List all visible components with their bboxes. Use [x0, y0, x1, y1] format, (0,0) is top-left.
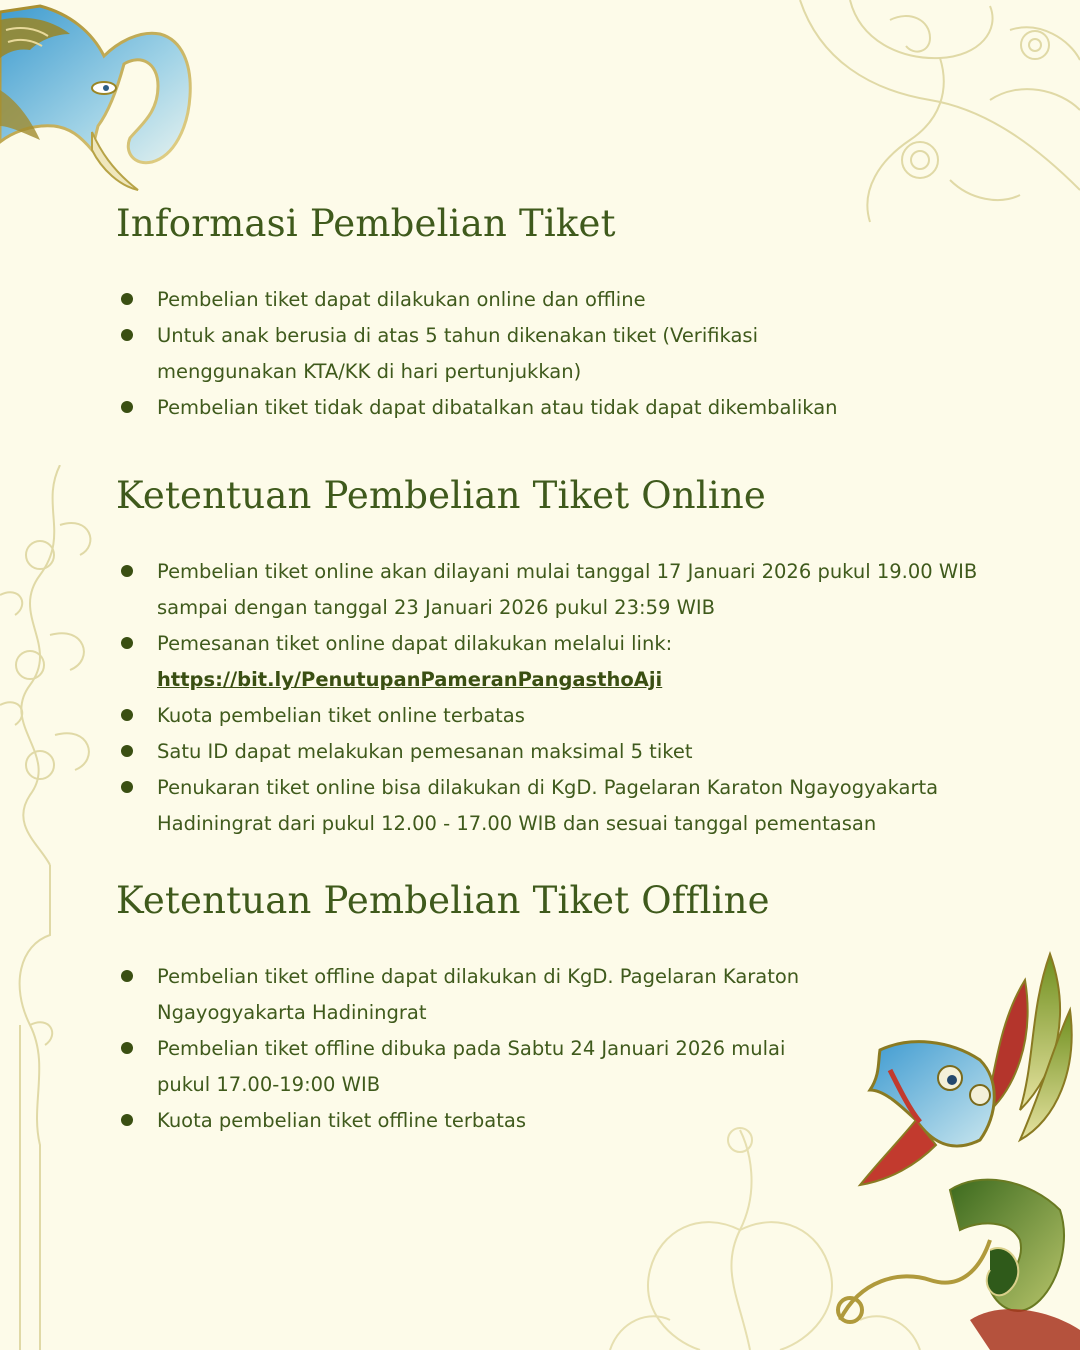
bullet-dot-icon — [121, 745, 133, 757]
list-item: Pemesanan tiket online dapat dilakukan melalui link: https://bit.ly/PenutupanPameranPangasthoAji — [116, 626, 996, 698]
bullet-dot-icon — [121, 329, 133, 341]
elephant-head-ornament-icon — [0, 0, 200, 200]
section-title: Informasi Pembelian Tiket — [116, 202, 616, 245]
floral-ornament-top-right-icon — [790, 0, 1080, 225]
list-item: Pembelian tiket tidak dapat dibatalkan atau tidak dapat dikembalikan — [116, 390, 996, 426]
list-item: Untuk anak berusia di atas 5 tahun dikenakan tiket (Verifikasi menggunakan KTA/KK di hari pertunjukkan) — [116, 318, 996, 390]
list-item: Pembelian tiket offline dibuka pada Sabtu 24 Januari 2026 mulai pukul 17.00-19:00 WIB — [116, 1031, 996, 1103]
bullet-dot-icon — [121, 293, 133, 305]
bullet-dot-icon — [121, 1042, 133, 1054]
list-item: Kuota pembelian tiket offline terbatas — [116, 1103, 996, 1139]
bullet-dot-icon — [121, 781, 133, 793]
bullet-dot-icon — [121, 1114, 133, 1126]
bullet-dot-icon — [121, 637, 133, 649]
section-title: Ketentuan Pembelian Tiket Online — [116, 474, 767, 517]
section-informasi — [116, 202, 996, 426]
ticket-order-link[interactable]: https://bit.ly/PenutupanPameranPangasthoAji — [157, 668, 663, 691]
bullet-dot-icon — [121, 401, 133, 413]
bullet-list — [116, 282, 996, 426]
bullet-list — [116, 554, 996, 842]
list-item: Pembelian tiket online akan dilayani mulai tanggal 17 Januari 2026 pukul 19.00 WIB sampai dengan tanggal 23 Januari 2026 pukul 23:59 WIB — [116, 554, 996, 626]
list-item: Pembelian tiket offline dapat dilakukan di KgD. Pagelaran Karaton Ngayogyakarta Hadiningrat — [116, 959, 996, 1031]
list-item: Kuota pembelian tiket online terbatas — [116, 698, 996, 734]
bullet-dot-icon — [121, 709, 133, 721]
section-online — [116, 474, 996, 842]
list-item: Pembelian tiket dapat dilakukan online dan offline — [116, 282, 996, 318]
vine-ornament-left-icon — [0, 465, 110, 1350]
section-title: Ketentuan Pembelian Tiket Offline — [116, 879, 770, 922]
bullet-dot-icon — [121, 565, 133, 577]
bullet-list — [116, 959, 996, 1139]
bullet-dot-icon — [121, 970, 133, 982]
list-item: Satu ID dapat melakukan pemesanan maksimal 5 tiket — [116, 734, 996, 770]
section-offline — [116, 879, 996, 1139]
list-item: Penukaran tiket online bisa dilakukan di KgD. Pagelaran Karaton Ngayogyakarta Hadiningrat dari pukul 12.00 - 17.00 WIB dan sesuai tanggal pementasan — [116, 770, 996, 842]
